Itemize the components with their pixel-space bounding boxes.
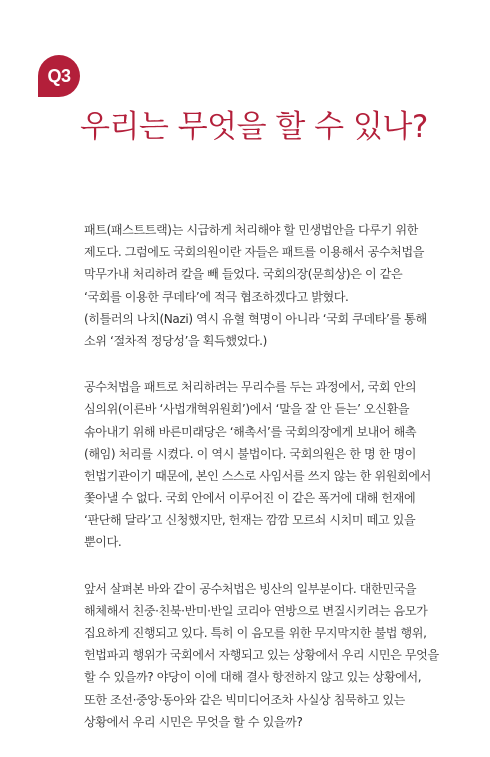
paragraph-3 bbox=[84, 578, 464, 733]
text-line: 할 수 있을까? 야당이 이에 대해 결사 항전하지 않고 있는 상황에서, bbox=[84, 670, 422, 685]
page-title: 우리는 무엇을 할 수 있나? bbox=[80, 109, 428, 145]
text-line: 헌법파괴 행위가 국회에서 자행되고 있는 상황에서 우리 시민은 무엇을 bbox=[84, 648, 439, 663]
text-line: 솎아내기 위해 바른미래당은 ‘해촉서’를 국회의장에게 보내어 해촉 bbox=[84, 424, 417, 439]
text-line: 또한 조선·중앙·동아와 같은 빅미디어조차 사실상 침묵하고 있는 bbox=[84, 692, 405, 707]
body-text bbox=[84, 219, 464, 757]
text-line: 소위 ‘절차적 정당성’을 획득했었다.) bbox=[84, 333, 267, 348]
text-line: ‘판단해 달라’고 신청했지만, 헌재는 깜깜 모르쇠 시치미 떼고 있을 bbox=[84, 513, 416, 528]
text-line: 공수처법을 패트로 처리하려는 무리수를 두는 과정에서, 국회 안의 bbox=[84, 380, 417, 395]
text-line: ‘국회를 이용한 쿠데타’에 적극 협조하겠다고 밝혔다. bbox=[84, 289, 349, 304]
text-line: 상황에서 우리 시민은 무엇을 할 수 있을까? bbox=[84, 714, 303, 729]
question-badge bbox=[38, 55, 80, 97]
text-line: (히틀러의 나치(Nazi) 역시 유혈 혁명이 아니라 ‘국회 쿠데타’를 통해 bbox=[84, 311, 427, 326]
text-line: (해임) 처리를 시켰다. 이 역시 불법이다. 국회의원은 한 명 한 명이 bbox=[84, 446, 417, 461]
text-line: 패트(패스트트랙)는 시급하게 처리해야 할 민생법안을 다루기 위한 bbox=[84, 223, 418, 237]
text-line: 심의위(이른바 ‘사법개혁위원회’)에서 ‘말을 잘 안 듣는’ 오신환을 bbox=[84, 402, 410, 417]
text-line: 앞서 살펴본 바와 같이 공수처법은 빙산의 일부분이다. 대한민국을 bbox=[84, 581, 417, 596]
text-line: 헌법기관이기 때문에, 본인 스스로 사임서를 쓰지 않는 한 위원회에서 bbox=[84, 468, 431, 483]
text-line: 집요하게 진행되고 있다. 특히 이 음모를 위한 무지막지한 불법 행위, bbox=[84, 626, 427, 640]
text-line: 막무가내 처리하려 칼을 빼 들었다. 국회의장(문희상)은 이 같은 bbox=[84, 267, 403, 282]
paragraph-2 bbox=[84, 376, 464, 554]
text-line: 쫓아낼 수 없다. 국회 안에서 이루어진 이 같은 폭거에 대해 헌재에 bbox=[84, 491, 416, 506]
text-line: 제도다. 그럼에도 국회의원이란 자들은 패트를 이용해서 공수처법을 bbox=[84, 245, 425, 260]
question-badge-label: Q3 bbox=[47, 65, 71, 86]
text-line: 뿐이다. bbox=[84, 535, 122, 550]
text-line: 해체해서 친중·친북·반미·반일 코리아 연방으로 변질시키려는 음모가 bbox=[84, 603, 428, 618]
paragraph-1 bbox=[84, 219, 464, 352]
